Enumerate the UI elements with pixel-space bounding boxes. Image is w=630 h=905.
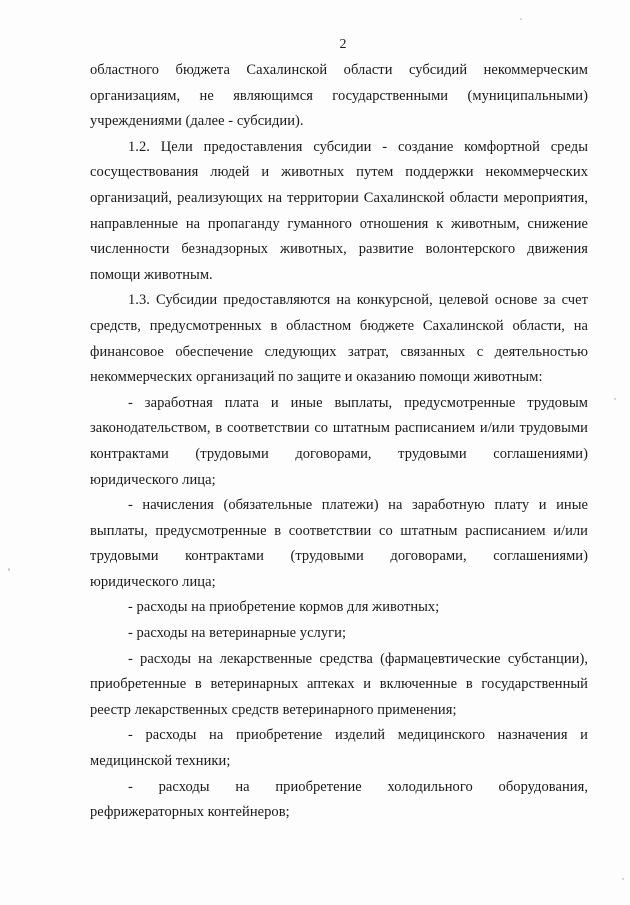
paragraph: - заработная плата и иные выплаты, предусмотренные трудовым законодательством, в соответствии со штатным расписанием и/или трудовыми контрактами (трудовыми договорами, трудовыми соглашениями) юридического лица; [90,394,588,488]
paragraph: - расходы на приобретение кормов для животных; [128,599,440,616]
paragraph: - расходы на лекарственные средства (фармацевтические субстанции), приобретенные в ветеринарных аптеках и включенные в государственный реестр лекарственных средств ветеринарного применения; [90,650,588,718]
paragraph: 1.2. Цели предоставления субсидии - создание комфортной среды сосуществования людей и животных путем поддержки некоммерческих организаций, реализующих на территории Сахалинской области мероприятия, направленные на пропаганду гуманного отношения к животным, снижение численности безнадзорных животных, развитие волонтерского движения помощи животным. [90,138,588,283]
paragraph: - расходы на приобретение холодильного оборудования, рефрижераторных контейнеров; [90,778,588,821]
paragraph: областного бюджета Сахалинской области субсидий некоммерческим организациям, не являющимся государственными (муниципальными) учреждениями (далее - субсидии). [90,62,588,130]
paragraph: 1.3. Субсидии предоставляются на конкурсной, целевой основе за счет средств, предусмотренных в областном бюджете Сахалинской области, на финансовое обеспечение следующих затрат, связанных с деятельностью некоммерческих организаций по защите и оказанию помощи животным: [90,292,588,386]
scan-speck [8,568,10,571]
scan-speck [614,398,616,400]
paragraph: - начисления (обязательные платежи) на заработную плату и иные выплаты, предусмотренные в соответствии со штатным расписанием и/или трудовыми контрактами (трудовыми договорами, соглашениями) юридического лица; [90,497,588,590]
page-number: 2 [339,37,347,52]
document-body [90,58,588,826]
scan-speck [520,18,522,20]
scan-speck [622,878,624,880]
paragraph: - расходы на приобретение изделий медицинского назначения и медицинской техники; [90,727,588,770]
paragraph: - расходы на ветеринарные услуги; [128,625,347,642]
